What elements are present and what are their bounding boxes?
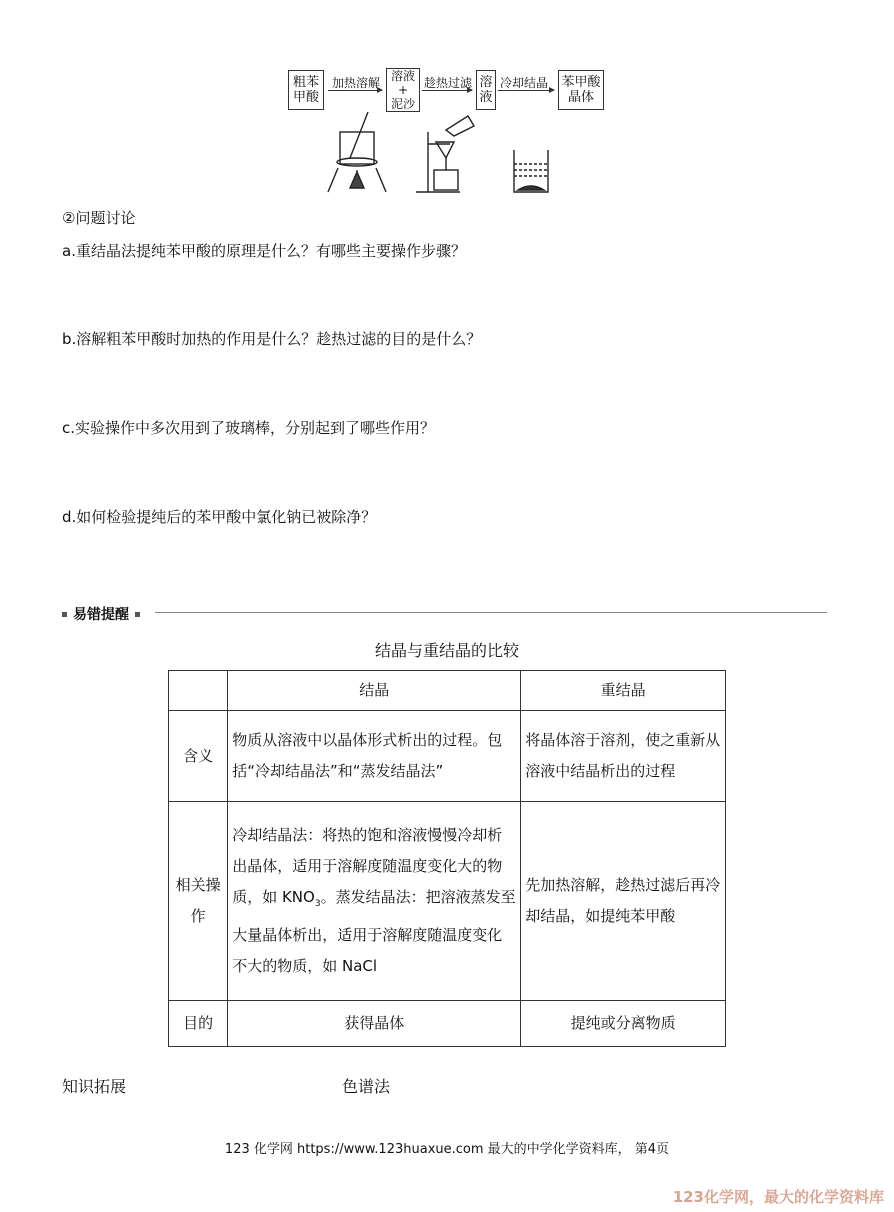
page-footer: 123 化学网 https://www.123huaxue.com 最大的中学化学资料库， 第4页 <box>224 1142 670 1157</box>
extension-topic: 色谱法 <box>342 1077 391 1096</box>
row-label: 含义 <box>169 711 228 802</box>
flow-node-solution-sand: 溶液 + 泥沙 <box>386 68 420 112</box>
bullet-square-icon <box>62 612 67 617</box>
table-caption: 结晶与重结晶的比较 <box>374 641 519 660</box>
flow-step-filter: 趁热过滤 <box>424 76 473 90</box>
flow-step-dissolve: 加热溶解 <box>332 76 381 90</box>
table-cell: 先加热溶解，趁热过滤后再冷却结晶，如提纯苯甲酸 <box>521 802 726 1001</box>
flow-node-crude: 粗苯 甲酸 <box>288 70 324 110</box>
question-a: a.重结晶法提纯苯甲酸的原理是什么？有哪些主要操作步骤？ <box>62 242 466 260</box>
table-header-cell: 重结晶 <box>521 671 726 711</box>
beaker-crystals-icon <box>514 150 548 192</box>
table-cell: 获得晶体 <box>228 1001 521 1047</box>
process-flowchart <box>288 68 608 112</box>
table-header-row <box>169 671 726 711</box>
table-header-cell <box>169 671 228 711</box>
row-label: 目的 <box>169 1001 228 1047</box>
extension-label: 知识拓展 <box>62 1077 127 1096</box>
section-title-text: 易错提醒 <box>73 607 129 623</box>
section-title <box>62 604 140 624</box>
subscript: 3 <box>314 899 321 909</box>
flow-arrow <box>328 90 382 91</box>
table-header-cell: 结晶 <box>228 671 521 711</box>
table-row <box>169 711 726 802</box>
flow-step-crystallize: 冷却结晶 <box>500 76 549 90</box>
table-cell: 物质从溶液中以晶体形式析出的过程。包括“冷却结晶法”和“蒸发结晶法” <box>228 711 521 802</box>
table-cell: 提纯或分离物质 <box>521 1001 726 1047</box>
cell-text: 。蒸发结晶法：把溶液蒸发至大量晶体析出，适用于溶解度随温度变化不大的物质，如 NaCl <box>232 888 516 975</box>
question-b: b.溶解粗苯甲酸时加热的作用是什么？趁热过滤的目的是什么？ <box>62 330 482 348</box>
bullet-square-icon <box>135 612 140 617</box>
filtration-stand-icon <box>416 116 474 192</box>
row-label: 相关操作 <box>169 802 228 1001</box>
section-divider <box>155 612 827 613</box>
table-cell <box>228 802 521 1001</box>
flow-node-crystal: 苯甲酸 晶体 <box>558 70 604 110</box>
question-c: c.实验操作中多次用到了玻璃棒，分别起到了哪些作用？ <box>62 419 436 437</box>
question-heading: ②问题讨论 <box>62 209 136 227</box>
question-d: d.如何检验提纯后的苯甲酸中氯化钠已被除净？ <box>62 508 377 526</box>
table-cell: 将晶体溶于溶剂，使之重新从溶液中结晶析出的过程 <box>521 711 726 802</box>
cell-text: 冷却结晶法：将热的饱和溶液慢慢冷却析出晶体，适用于溶解度随温度变化大的物质，如 KNO <box>232 826 503 906</box>
flow-node-solution: 溶 液 <box>476 70 496 110</box>
tripod-burner-icon <box>328 112 386 192</box>
flow-arrow <box>498 90 554 91</box>
apparatus-illustration <box>320 112 570 196</box>
flow-arrow <box>422 90 472 91</box>
table-row <box>169 1001 726 1047</box>
table-row <box>169 802 726 1001</box>
comparison-table <box>168 670 726 1047</box>
watermark: 123化学网，最大的化学资料库 <box>672 1188 884 1206</box>
